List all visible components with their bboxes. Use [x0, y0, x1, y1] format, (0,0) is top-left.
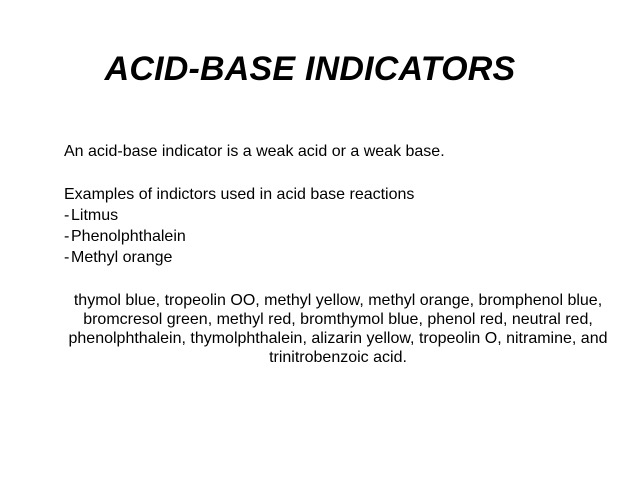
- examples-list: [64, 205, 414, 268]
- slide-title: ACID-BASE INDICATORS: [104, 50, 516, 88]
- list-item-label: Phenolphthalein: [71, 228, 186, 245]
- dash-bullet: -: [64, 207, 70, 224]
- list-item-label: Methyl orange: [71, 249, 173, 266]
- list-item-litmus: [64, 205, 414, 226]
- examples-heading: Examples of indictors used in acid base reactions: [64, 186, 415, 203]
- list-item-methyl-orange: [64, 247, 414, 268]
- dash-bullet: -: [64, 249, 70, 266]
- examples-section: [64, 184, 414, 268]
- list-item-phenolphthalein: [64, 226, 414, 247]
- dash-bullet: -: [64, 228, 70, 245]
- definition-text: An acid-base indicator is a weak acid or a weak base.: [64, 143, 445, 160]
- list-item-label: Litmus: [71, 207, 119, 224]
- more-examples-paragraph: thymol blue, tropeolin OO, methyl yellow, methyl orange, bromphenol blue, bromcresol green, methyl red, bromthymol blue, phenol red, neutral red, phenolphthalein, thymolphthalein, alizarin yellow, tropeolin O, nitramine, and trinitrobenzoic acid.: [68, 292, 608, 366]
